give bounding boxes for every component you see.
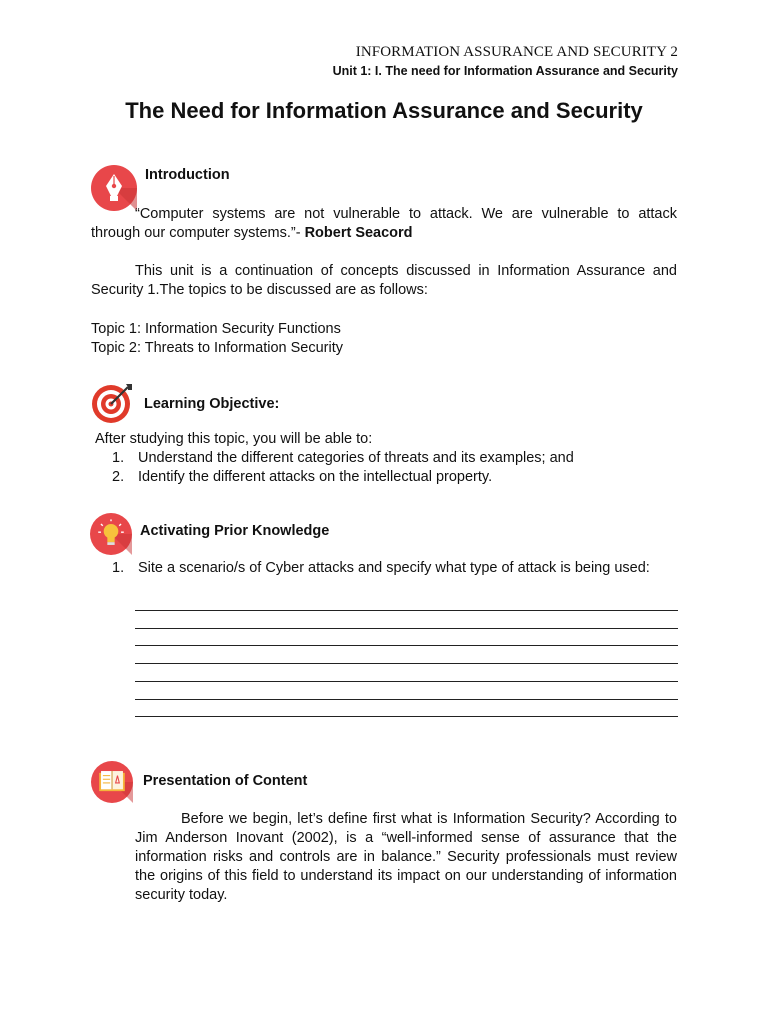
list-item: 1. Understand the different categories of threats and its examples; and (112, 450, 574, 466)
answer-line[interactable] (135, 681, 678, 682)
topic-list (91, 320, 677, 358)
list-item: 1. Site a scenario/s of Cyber attacks and specify what type of attack is being used: (112, 560, 650, 576)
prior-knowledge-list (112, 559, 682, 578)
presentation-paragraph: Before we begin, let’s define first what is Information Security? According to Jim Anderson Inovant (2002), is a “well-informed sense of assurance that the information risks and controls are in balance.” Security professionals must review the origins of this field to understand its impact on our understanding of information security today. (135, 811, 677, 903)
target-icon (90, 380, 136, 426)
topic-item: Topic 1: Information Security Functions (91, 321, 341, 337)
objective-list (112, 449, 682, 487)
unit-header: Unit 1: I. The need for Information Assurance and Security (332, 64, 678, 78)
answer-line[interactable] (135, 628, 678, 629)
answer-line[interactable] (135, 663, 678, 664)
prior-knowledge-heading: Activating Prior Knowledge (140, 523, 330, 539)
introduction-heading: Introduction (145, 167, 230, 183)
answer-line[interactable] (135, 645, 678, 646)
answer-line[interactable] (135, 716, 678, 717)
quote-author: Robert Seacord (304, 225, 413, 241)
introduction-paragraph: This unit is a continuation of concepts discussed in Information Assurance and Security 1.The topics to be discussed are as follows: (91, 263, 677, 298)
learning-objective-heading: Learning Objective: (144, 396, 280, 412)
course-header: INFORMATION ASSURANCE AND SECURITY 2 (355, 44, 678, 60)
book-icon (91, 761, 133, 803)
presentation-heading: Presentation of Content (143, 773, 308, 789)
page-title: The Need for Information Assurance and Security (125, 98, 643, 123)
answer-line[interactable] (135, 610, 678, 611)
objective-lead: After studying this topic, you will be able to: (95, 431, 373, 447)
topic-item: Topic 2: Threats to Information Security (91, 340, 343, 356)
introduction-quote: “Computer systems are not vulnerable to attack. We are vulnerable to attack through our computer systems.”- Robert Seacord (91, 206, 677, 241)
lightbulb-icon (90, 513, 132, 555)
answer-line[interactable] (135, 699, 678, 700)
list-item: 2. Identify the different attacks on the intellectual property. (112, 469, 493, 485)
